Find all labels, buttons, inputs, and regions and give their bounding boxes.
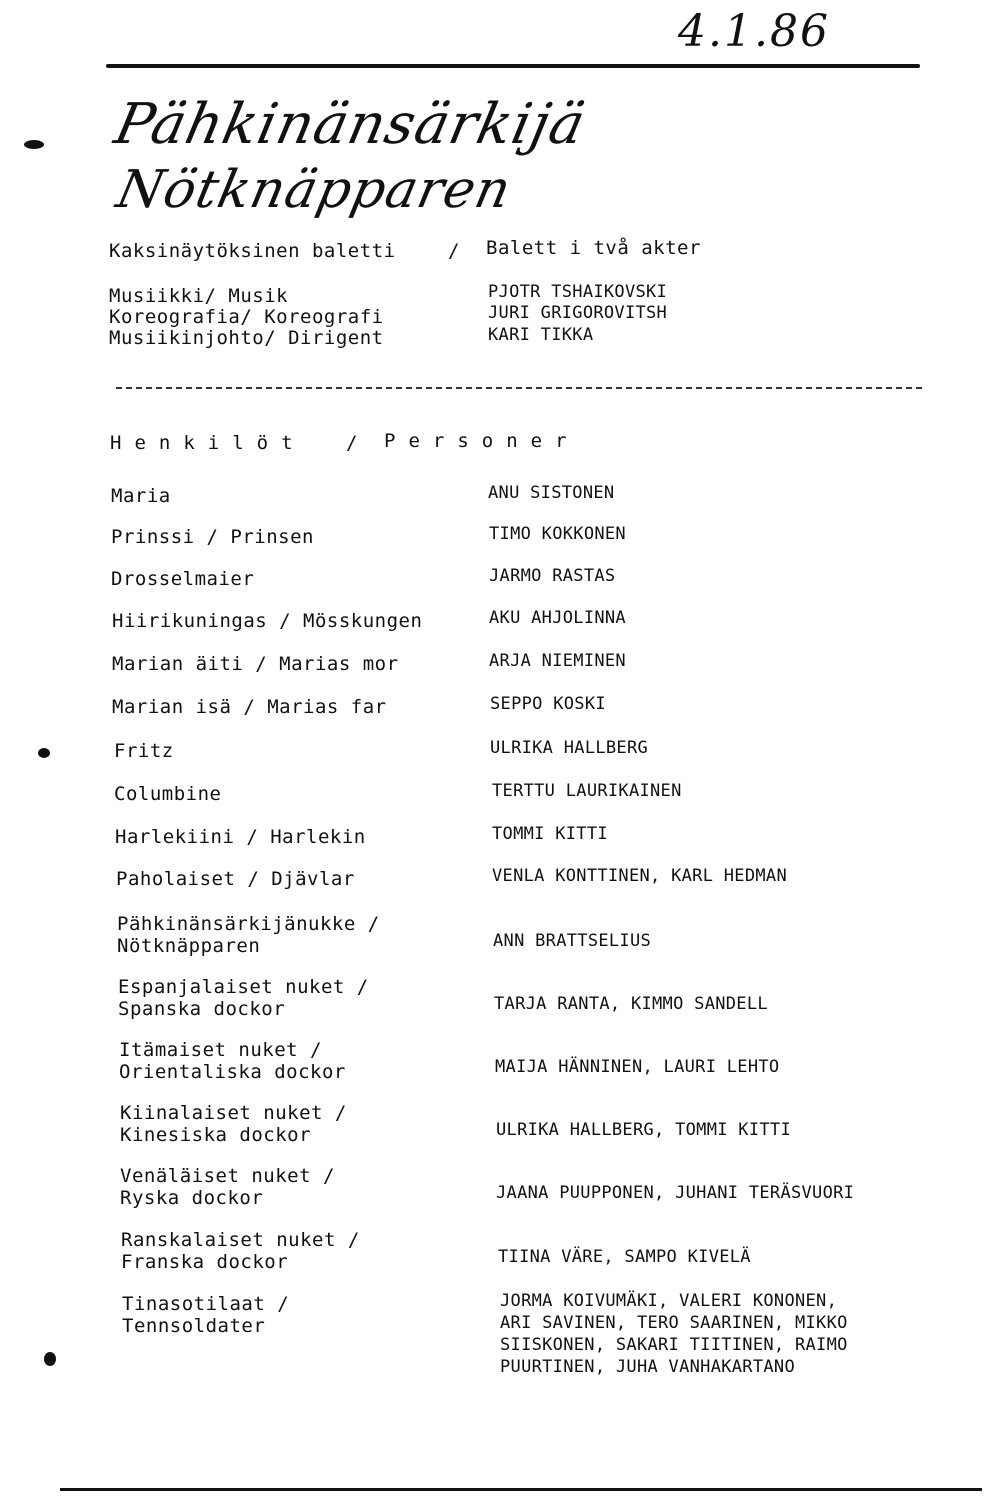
- cast-role: Kinesiska dockor: [120, 1124, 312, 1146]
- subtitle-separator: /: [448, 240, 460, 262]
- cast-performer: ARI SAVINEN, TERO SAARINEN, MIKKO: [500, 1313, 848, 1333]
- cast-role: Franska dockor: [121, 1251, 289, 1273]
- cast-performer: PUURTINEN, JUHA VANHAKARTANO: [500, 1357, 795, 1377]
- cast-performer: JAANA PUUPPONEN, JUHANI TERÄSVUORI: [496, 1183, 855, 1203]
- cast-performer: AKU AHJOLINNA: [489, 608, 626, 628]
- cast-performer: TIINA VÄRE, SAMPO KIVELÄ: [498, 1247, 751, 1267]
- cast-performer: MAIJA HÄNNINEN, LAURI LEHTO: [495, 1057, 780, 1077]
- cast-performer: VENLA KONTTINEN, KARL HEDMAN: [492, 866, 787, 886]
- cast-role: Drosselmaier: [111, 568, 255, 590]
- cast-performer: ULRIKA HALLBERG, TOMMI KITTI: [496, 1120, 791, 1140]
- punch-hole-mark: [44, 1352, 56, 1366]
- cast-role: Ranskalaiset nuket /: [121, 1229, 360, 1251]
- cast-role: Marian isä / Marias far: [112, 696, 387, 718]
- credit-name: PJOTR TSHAIKOVSKI: [488, 282, 668, 302]
- cast-role: Ryska dockor: [120, 1187, 264, 1209]
- section-divider: [116, 387, 922, 389]
- handwritten-date: 4.1.86: [678, 6, 830, 57]
- cast-role: Fritz: [114, 740, 174, 762]
- cast-performer: TERTTU LAURIKAINEN: [492, 781, 682, 801]
- cast-role: Tinasotilaat /: [122, 1293, 290, 1315]
- punch-hole-mark: [38, 748, 50, 758]
- cast-performer: TIMO KOKKONEN: [489, 524, 626, 544]
- cast-role: Hiirikuningas / Mösskungen: [112, 610, 423, 632]
- cast-performer: ANU SISTONEN: [488, 483, 615, 503]
- cast-role: Spanska dockor: [118, 998, 286, 1020]
- title-swedish: Nötknäpparen: [111, 160, 517, 220]
- cast-performer: TOMMI KITTI: [492, 824, 608, 844]
- bottom-rule: [60, 1488, 982, 1491]
- top-rule: [106, 64, 920, 68]
- cast-performer: ANN BRATTSELIUS: [493, 931, 652, 951]
- credit-name: KARI TIKKA: [488, 325, 594, 345]
- cast-header-separator: /: [346, 432, 358, 454]
- cast-role: Maria: [111, 485, 171, 507]
- credit-role: Musiikki/ Musik: [109, 285, 289, 307]
- cast-role: Harlekiini / Harlekin: [115, 826, 366, 848]
- subtitle-swedish: Balett i två akter: [486, 237, 701, 259]
- credit-role: Musiikinjohto/ Dirigent: [109, 327, 384, 349]
- credit-role: Koreografia/ Koreografi: [109, 306, 384, 328]
- cast-role: Nötknäpparen: [117, 935, 261, 957]
- cast-role: Paholaiset / Djävlar: [116, 868, 355, 890]
- subtitle-finnish: Kaksinäytöksinen baletti: [109, 240, 396, 262]
- cast-performer: SIISKONEN, SAKARI TIITINEN, RAIMO: [500, 1335, 848, 1355]
- title-finnish: Pähkinänsärkijä: [109, 92, 592, 157]
- cast-performer: ULRIKA HALLBERG: [490, 738, 649, 758]
- cast-role: Prinssi / Prinsen: [111, 526, 314, 548]
- punch-hole-mark: [24, 140, 44, 149]
- cast-performer: TARJA RANTA, KIMMO SANDELL: [494, 994, 768, 1014]
- cast-role: Columbine: [114, 783, 222, 805]
- cast-performer: SEPPO KOSKI: [490, 694, 606, 714]
- cast-role: Pähkinänsärkijänukke /: [117, 913, 380, 935]
- cast-performer: ARJA NIEMINEN: [489, 651, 626, 671]
- cast-role: Tennsoldater: [122, 1315, 266, 1337]
- cast-role: Itämaiset nuket /: [119, 1039, 322, 1061]
- cast-role: Venäläiset nuket /: [120, 1165, 335, 1187]
- cast-role: Espanjalaiset nuket /: [118, 976, 369, 998]
- cast-role: Marian äiti / Marias mor: [112, 653, 399, 675]
- cast-performer: JORMA KOIVUMÄKI, VALERI KONONEN,: [500, 1291, 838, 1311]
- cast-header-finnish: Henkilöt: [110, 432, 306, 454]
- credit-name: JURI GRIGOROVITSH: [488, 303, 668, 323]
- cast-header-swedish: Personer: [384, 430, 580, 452]
- cast-performer: JARMO RASTAS: [489, 566, 616, 586]
- cast-role: Kiinalaiset nuket /: [120, 1102, 347, 1124]
- cast-role: Orientaliska dockor: [119, 1061, 346, 1083]
